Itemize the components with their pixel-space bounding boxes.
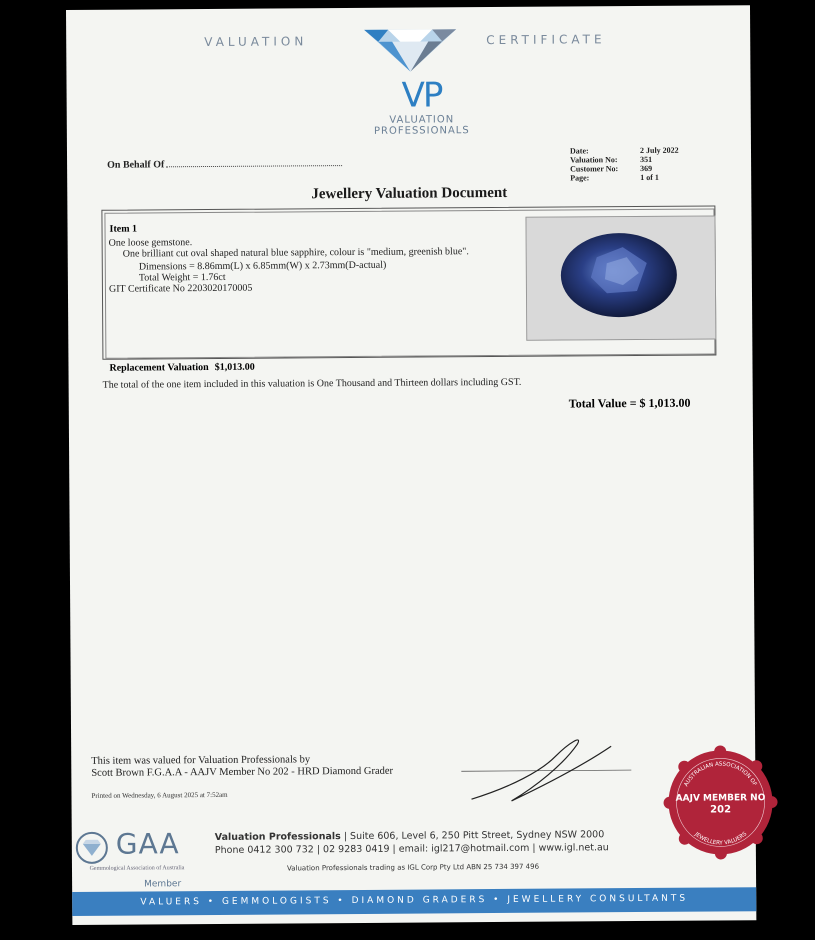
replacement-label: Replacement Valuation — [109, 362, 209, 374]
item-line-2: One brilliant cut oval shaped natural blue sapphire, colour is "medium, greenish blue". — [122, 246, 469, 260]
replacement-valuation — [109, 362, 260, 374]
replacement-value: $1,013.00 — [214, 361, 255, 373]
seal-top-text: AUSTRALIAN ASSOCIATION OF — [683, 761, 758, 788]
item-line-3: Dimensions = 8.86mm(L) x 6.85mm(W) x 2.73mm(D-actual) — [138, 259, 387, 273]
signature-icon — [451, 726, 642, 807]
diamond-logo-icon — [352, 21, 468, 74]
meta-row-page: Page: 1 of 1 — [570, 172, 659, 183]
valued-by-line-1: This item was valued for Valuation Professionals by — [91, 754, 311, 767]
seal-bottom-text: JEWELLERY VALUERS — [693, 831, 749, 847]
gaa-member-label: Member — [144, 879, 182, 890]
vp-logo-text: VP — [401, 75, 442, 116]
valued-by-line-2: Scott Brown F.G.A.A - AAJV Member No 202 - HRD Diamond Grader — [91, 765, 394, 779]
document-title: Jewellery Valuation Document — [311, 184, 508, 203]
on-behalf-of-field — [107, 158, 342, 171]
company-street: | Suite 606, Level 6, 250 Pitt Street, Sydney NSW 2000 — [340, 829, 605, 843]
gaa-name: GAA — [115, 827, 180, 861]
meta-row-date: Date: 2 July 2022 — [569, 145, 679, 156]
logo-sub-line-2: PROFESSIONALS — [373, 125, 470, 137]
item-box — [101, 205, 716, 374]
company-address — [215, 828, 609, 857]
valued-by — [91, 754, 393, 780]
sapphire-image-icon — [526, 216, 715, 339]
footer-band — [72, 887, 756, 916]
item-line-5: GIT Certificate No 2203020170005 — [108, 282, 253, 295]
company-name: Valuation Professionals — [214, 831, 341, 843]
seal-line-1: AAJV MEMBER NO — [675, 793, 766, 804]
header-left-word: VALUATION — [204, 34, 308, 50]
seal-line-2: 202 — [710, 804, 732, 816]
document-meta — [570, 146, 679, 183]
on-behalf-of-label: On Behalf Of — [107, 159, 165, 171]
item-description — [109, 235, 509, 295]
trading-statement: Valuation Professionals trading as IGL Corp Pty Ltd ABN 25 734 397 496 — [286, 862, 540, 873]
gaa-subtitle: Gemmological Association of Australia — [89, 865, 185, 872]
total-value: Total Value = $ 1,013.00 — [568, 395, 691, 411]
total-sentence: The total of the one item included in this valuation is One Thousand and Thirteen dollars including GST. — [102, 376, 522, 391]
vp-logo-subtitle — [347, 114, 497, 137]
gemstone-photo — [525, 215, 716, 340]
item-line-1: One loose gemstone. — [108, 237, 193, 249]
company-contact: Phone 0412 300 732 | 02 9283 0419 | email: igl217@hotmail.com | www.igl.net.au — [214, 842, 609, 856]
meta-row-customer-no: Customer No: 369 — [570, 163, 653, 174]
header-right-word: CERTIFICATE — [486, 32, 606, 48]
footer-band-text: VALUERS • GEMMOLOGISTS • DIAMOND GRADERS • JEWELLERY CONSULTANTS — [140, 893, 689, 908]
gaa-logo-icon — [72, 828, 116, 868]
meta-row-valuation-no: Valuation No: 351 — [570, 154, 653, 165]
item-label: Item 1 — [109, 223, 138, 235]
valuation-certificate-page — [66, 5, 766, 925]
aajv-member-seal — [661, 743, 780, 862]
on-behalf-of-dotted-line — [166, 165, 342, 167]
logo-sub-line-1: VALUATION — [389, 114, 455, 126]
item-line-4: Total Weight = 1.76ct — [138, 271, 226, 284]
item-box-inner — [104, 208, 715, 374]
printed-timestamp: Printed on Wednesday, 6 August 2025 at 7:52am — [91, 790, 228, 800]
